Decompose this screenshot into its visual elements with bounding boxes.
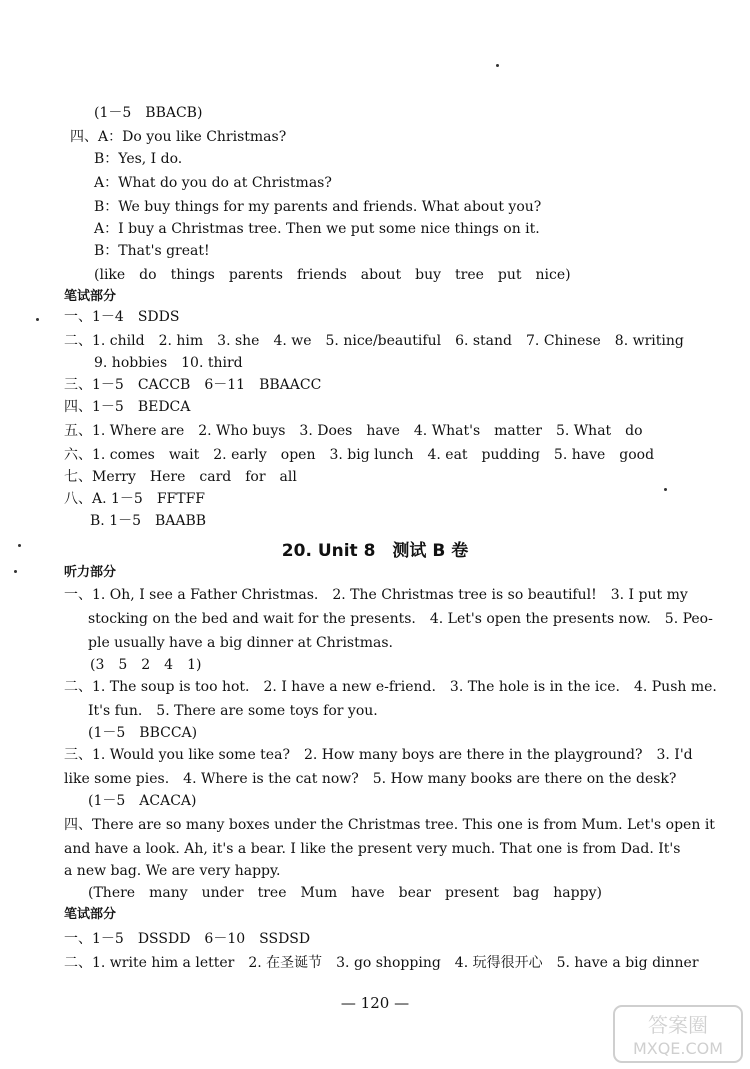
answer-line: a new bag. We are very happy. — [64, 863, 281, 879]
scan-speck — [14, 570, 17, 573]
section-heading: 听力部分 — [64, 565, 117, 580]
answer-line: B：Yes, I do. — [94, 151, 183, 167]
scan-speck — [36, 318, 39, 321]
answer-line: (1－5 BBACB) — [94, 105, 203, 121]
scan-speck — [496, 64, 499, 67]
answer-line: 一、1－4 SDDS — [64, 309, 180, 325]
answer-line: (like do things parents friends about buy tree put nice) — [94, 267, 571, 283]
answer-line: 9. hobbies 10. third — [94, 355, 243, 371]
answer-line: 二、1. The soup is too hot. 2. I have a new e-friend. 3. The hole is in the ice. 4. Push me. — [64, 679, 717, 695]
scan-speck — [664, 488, 667, 491]
section-heading: 笔试部分 — [64, 907, 117, 922]
answer-line: (There many under tree Mum have bear present bag happy) — [88, 885, 602, 901]
answer-line: 一、1－5 DSSDD 6－10 SSDSD — [64, 931, 311, 947]
answer-line: (1－5 ACACA) — [88, 793, 197, 809]
answer-line: stocking on the bed and wait for the presents. 4. Let's open the presents now. 5. Peo- — [88, 611, 713, 627]
section-heading: 笔试部分 — [64, 289, 117, 304]
answer-line: 七、Merry Here card for all — [64, 469, 297, 485]
unit-heading: 20. Unit 8 测试 B 卷 — [281, 541, 469, 561]
answer-line: and have a look. Ah, it's a bear. I like the present very much. That one is from Dad. It's — [64, 841, 681, 857]
answer-line: 二、1. write him a letter 2. 在圣诞节 3. go shopping 4. 玩得很开心 5. have a big dinner — [64, 955, 699, 971]
answer-line: 一、1. Oh, I see a Father Christmas. 2. The Christmas tree is so beautiful! 3. I put my — [64, 587, 688, 603]
answer-line: 五、1. Where are 2. Who buys 3. Does have 4. What's matter 5. What do — [64, 423, 643, 439]
answer-line: 四、A：Do you like Christmas? — [70, 129, 287, 145]
page-number: — 120 — — [340, 994, 410, 1012]
answer-line: 三、1. Would you like some tea? 2. How many boys are there in the playground? 3. I'd — [64, 747, 693, 763]
answer-line: like some pies. 4. Where is the cat now? 5. How many books are there on the desk? — [64, 771, 677, 787]
answer-line: 六、1. comes wait 2. early open 3. big lunch 4. eat pudding 5. have good — [64, 447, 655, 463]
answer-line: (1－5 BBCCA) — [88, 725, 198, 741]
answer-line: It's fun. 5. There are some toys for you. — [88, 703, 378, 719]
answer-line: A：I buy a Christmas tree. Then we put some nice things on it. — [94, 221, 540, 237]
answer-line: 三、1－5 CACCB 6－11 BBAACC — [64, 377, 322, 393]
answer-line: 二、1. child 2. him 3. she 4. we 5. nice/beautiful 6. stand 7. Chinese 8. writing — [64, 333, 684, 349]
answer-line: B：That's great! — [94, 243, 210, 259]
svg-text:答案圈: 答案圈 — [648, 1013, 708, 1037]
answer-line: A：What do you do at Christmas? — [94, 175, 332, 191]
watermark-logo — [612, 1004, 744, 1064]
answer-line: 四、There are so many boxes under the Christmas tree. This one is from Mum. Let's open it — [64, 817, 715, 833]
answer-line: (3 5 2 4 1) — [90, 657, 202, 673]
scan-speck — [18, 544, 21, 547]
answer-line: ple usually have a big dinner at Christmas. — [88, 635, 393, 651]
answer-line: 八、A. 1－5 FFTFF — [64, 491, 206, 507]
answer-line: B. 1－5 BAABB — [90, 513, 207, 529]
answer-line: 四、1－5 BEDCA — [64, 399, 191, 415]
answer-line: B：We buy things for my parents and friends. What about you? — [94, 199, 542, 215]
svg-text:MXQE.COM: MXQE.COM — [632, 1039, 724, 1058]
